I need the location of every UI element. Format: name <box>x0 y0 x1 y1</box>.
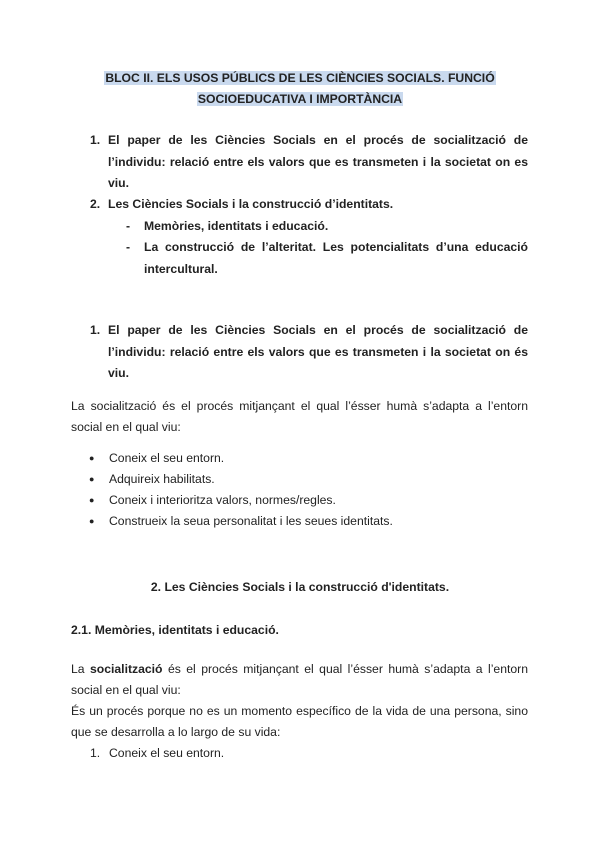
section-1-number: 1. <box>90 323 101 337</box>
outline-item-2 <box>90 194 528 216</box>
paragraph-text: és el procés mitjançant el qual l’ésser humà s’adapta a l’entorn social en el qual viu: <box>71 662 528 697</box>
outline-subitem-1-text: Memòries, identitats i educació. <box>144 219 329 233</box>
section-2-heading: 2. Les Ciències Socials i la construcció d'identitats. <box>150 580 450 594</box>
title-line-1: BLOC II. ELS USOS PÚBLICS DE LES CIÈNCIES SOCIALS. FUNCIÓ <box>105 71 495 85</box>
bullet-text: Coneix el seu entorn. <box>109 451 225 465</box>
outline-subitem-1-dash: - <box>126 219 131 233</box>
section-2-1-paragraph-2: És un procés porque no es un momento específico de la vida de una persona, sino que se desarrolla a lo largo de su vida: <box>71 704 528 739</box>
bold-term: socialització <box>90 662 163 676</box>
list-number: 1. <box>90 746 101 760</box>
bullet-text: Coneix i interioritza valors, normes/regles. <box>109 493 336 507</box>
section-2-1-heading: 2.1. Memòries, identitats i educació. <box>71 623 279 637</box>
section-2-1-paragraph-1 <box>71 659 528 701</box>
bullet-icon: ● <box>89 453 95 463</box>
paragraph-text: La <box>71 662 91 676</box>
bullet-icon: ● <box>89 474 95 484</box>
bullet-item <box>89 469 215 489</box>
outline-item-1 <box>90 130 528 195</box>
outline-subitem-1 <box>126 216 528 238</box>
outline-subitem-2-text: La construcció de l’alteritat. Les potencialitats d’una educació intercultural. <box>144 240 528 276</box>
bullet-icon: ● <box>89 495 95 505</box>
bullet-item <box>89 448 225 468</box>
bullet-text: Construeix la seua personalitat i les seues identitats. <box>109 514 393 528</box>
outline-subitem-2 <box>126 237 528 280</box>
section-1-intro: La socialització és el procés mitjançant el qual l’ésser humà s’adapta a l’entorn social en el qual viu: <box>71 399 528 434</box>
list-item-text: Coneix el seu entorn. <box>109 746 225 760</box>
section-1-heading <box>90 320 528 385</box>
outline-item-2-text: Les Ciències Socials i la construcció d’identitats. <box>108 197 394 211</box>
bullet-text: Adquireix habilitats. <box>109 472 215 486</box>
outline-item-2-number: 2. <box>90 197 101 211</box>
title-line-2: SOCIOEDUCATIVA I IMPORTÀNCIA <box>197 92 403 106</box>
bullet-item <box>89 490 336 510</box>
outline-subitem-2-dash: - <box>126 240 131 254</box>
section-1-heading-text: El paper de les Ciències Socials en el procés de socialització de l’individu: relació entre els valors que es transmeten i la societat on és viu. <box>108 323 528 380</box>
outline-item-1-text: El paper de les Ciències Socials en el procés de socialització de l’individu: relació entre els valors que es transmeten i la societat on es viu. <box>108 133 528 190</box>
bullet-item <box>89 511 393 531</box>
bullet-icon: ● <box>89 516 95 526</box>
outline-item-1-number: 1. <box>90 133 101 147</box>
document-title <box>0 68 600 110</box>
numbered-list-item <box>90 743 225 763</box>
